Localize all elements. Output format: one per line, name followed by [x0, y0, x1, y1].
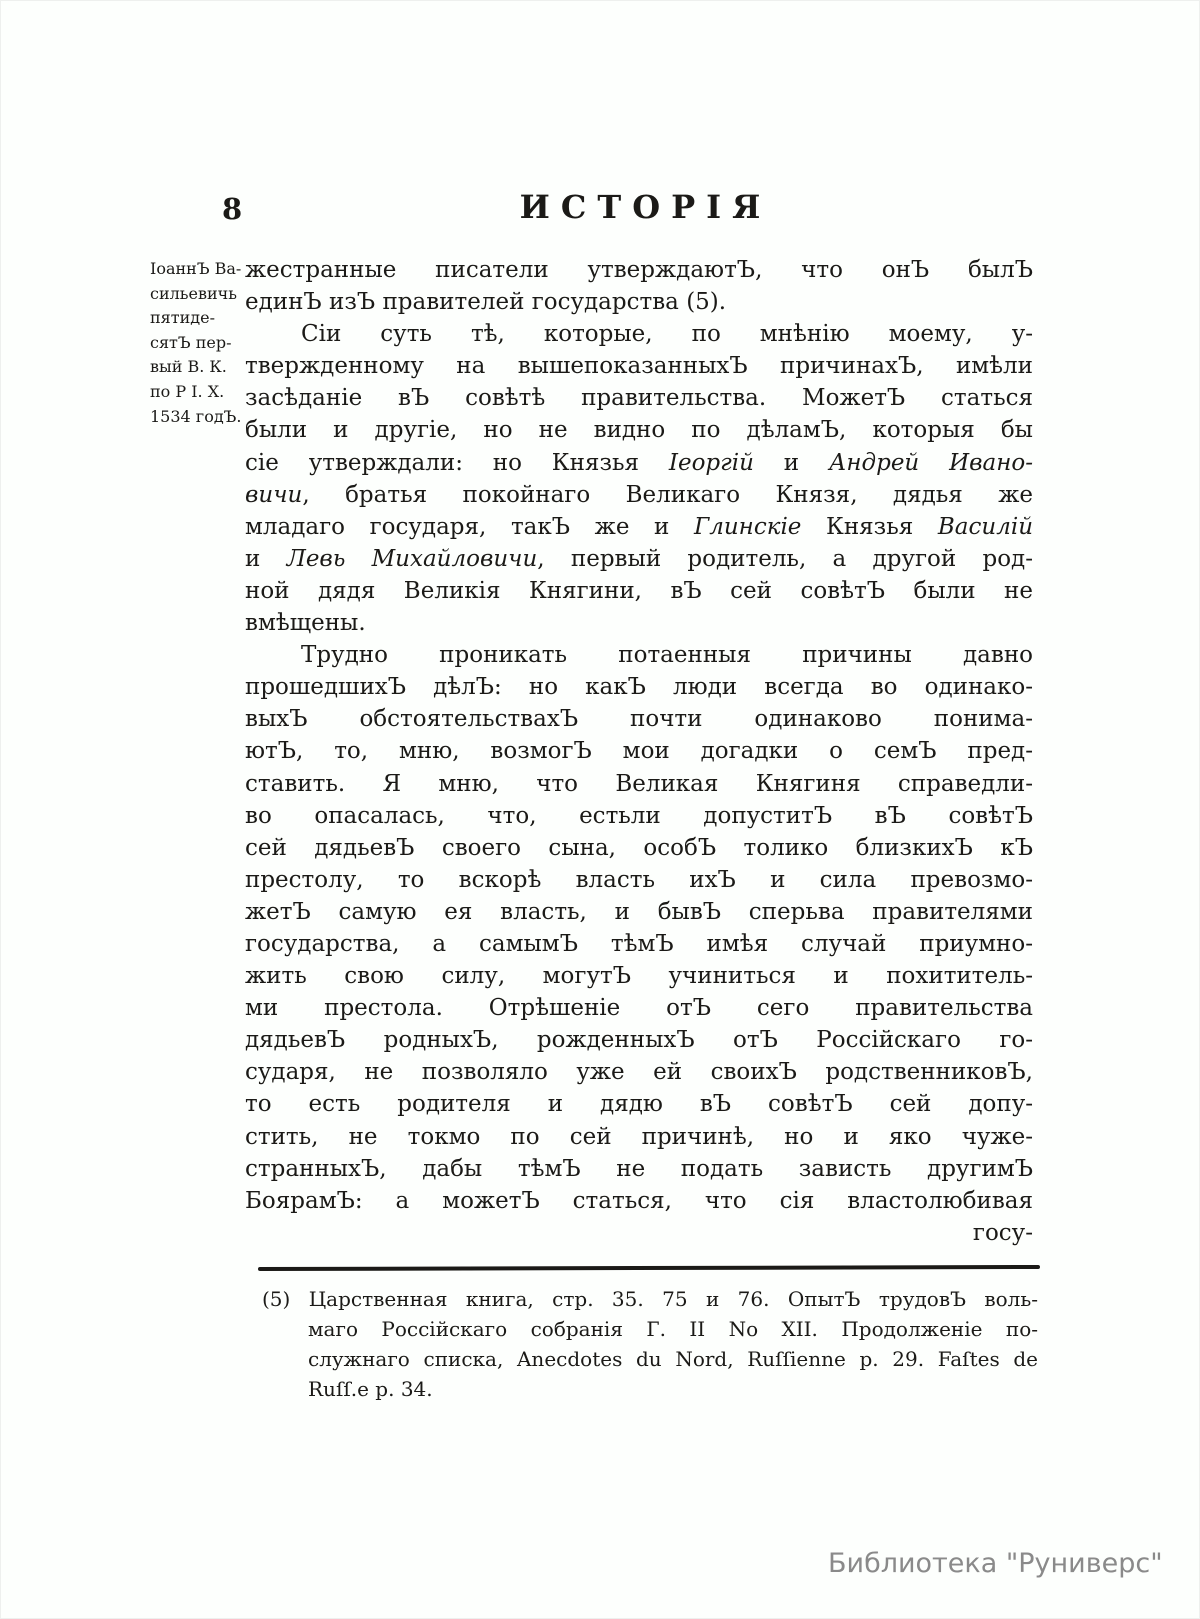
text-line: то есть родителя и дядю вЪ совѣтЪ сей допу-	[245, 1091, 1033, 1118]
text-line: престолу, то вскорѣ власть ихЪ и сила превозмо-	[245, 866, 1033, 893]
running-title: ИСТОРІЯ	[519, 188, 772, 226]
page-number: 8	[222, 192, 243, 226]
text-line: сей дядьевЪ своего сына, особЪ толико близкихЪ кЪ	[245, 834, 1033, 861]
text-line: государства, а самымЪ тѣмЪ имѣя случай приумно-	[245, 930, 1033, 957]
text-line: дядьевЪ родныхЪ, рожденныхЪ отЪ Россійскаго го-	[245, 1027, 1033, 1054]
text-line: младаго государя, такЪ же и Глинскіе Князья Василій	[245, 513, 1034, 540]
margin-note-line: сильевичь	[150, 283, 237, 303]
text-line: были и другіе, но не видно по дѣламЪ, которыя бы	[245, 417, 1033, 444]
text-line: Трудно проникать потаенныя причины давно	[301, 642, 1033, 669]
text-line: и Левь Михайловичи, первый родитель, а другой род-	[245, 545, 1033, 572]
footnote-line: (5) Царственная книга, стр. 35. 75 и 76. ОпытЪ трудовЪ воль-	[262, 1287, 1038, 1311]
text-line: БоярамЪ: а можетЪ статься, что сія властолюбивая	[245, 1187, 1033, 1214]
text-line: ставить. Я мню, что Великая Княгиня справедли-	[245, 770, 1033, 797]
text-line: жетЪ самую ея власть, и бывЪ сперьва правителями	[245, 898, 1033, 925]
text-line: ютЪ, то, мню, возмогЪ мои догадки о семЪ пред-	[245, 738, 1033, 765]
text-line: сударя, не позволяло уже ей своихЪ родственниковЪ,	[245, 1059, 1033, 1086]
margin-note-line: по Р І. Х.	[150, 381, 225, 401]
margin-note-line: вый В. К.	[150, 357, 227, 377]
text-line: выхЪ обстоятельствахЪ почти одинаково понима-	[245, 706, 1033, 733]
text-line: вмѣщены.	[245, 610, 366, 637]
margin-note-line: ІоаннЪ Ва-	[150, 259, 242, 278]
catchword: госу-	[972, 1219, 1033, 1246]
text-line: жить свою силу, могутЪ учиниться и похититель-	[245, 963, 1033, 990]
body-text	[245, 254, 1033, 1249]
text-line: прошедшихЪ дѣлЪ: но какЪ люди всегда во одинако-	[245, 674, 1033, 701]
margin-note-line: пятиде-	[150, 308, 215, 328]
text-line: странныхЪ, дабы тѣмЪ не подать зависть другимЪ	[245, 1155, 1033, 1182]
text-line: сіе утверждали: но Князья Іеоргій и Андрей Ивано-	[245, 449, 1034, 476]
footnote-line: Ruſſ.e p. 34.	[308, 1377, 433, 1401]
footnote	[262, 1284, 1038, 1404]
footnote-divider	[258, 1265, 1040, 1271]
text-line: единЪ изЪ правителей государства (5).	[245, 289, 727, 316]
text-line: Сіи суть тѣ, которые, по мнѣнію моему, у-	[301, 321, 1033, 348]
text-line: ми престола. Отрѣшеніе отЪ сего правительства	[245, 995, 1033, 1022]
text-line: засѣданіе вЪ совѣтѣ правительства. МожетЪ статься	[245, 385, 1033, 412]
text-line: во опасалась, что, естьли допуститЪ вЪ совѣтЪ	[245, 802, 1033, 829]
footnote-line: служнаго списка, Anecdotes du Nord, Ruſſienne p. 29. Faſtes de	[308, 1347, 1038, 1371]
margin-note-line: сятЪ пер-	[150, 332, 232, 352]
footnote-line: маго Россійскаго собранія Г. II No XII. Продолженіе по-	[308, 1317, 1038, 1341]
watermark: Библиотека "Руниверс"	[828, 1548, 1163, 1579]
text-line: жестранные писатели утверждаютЪ, что онЪ былЪ	[245, 257, 1033, 283]
text-line: ной дядя Великія Княгини, вЪ сей совѣтЪ были не	[245, 577, 1033, 604]
margin-note	[150, 257, 250, 429]
text-line: вичи, братья покойнаго Великаго Князя, дядья же	[245, 481, 1033, 508]
margin-note-line: 1534 годЪ.	[150, 406, 242, 426]
text-line: твержденному на вышепоказанныхЪ причинахЪ, имѣли	[245, 353, 1033, 380]
text-line: стить, не токмо по сей причинѣ, но и яко чуже-	[245, 1123, 1033, 1150]
